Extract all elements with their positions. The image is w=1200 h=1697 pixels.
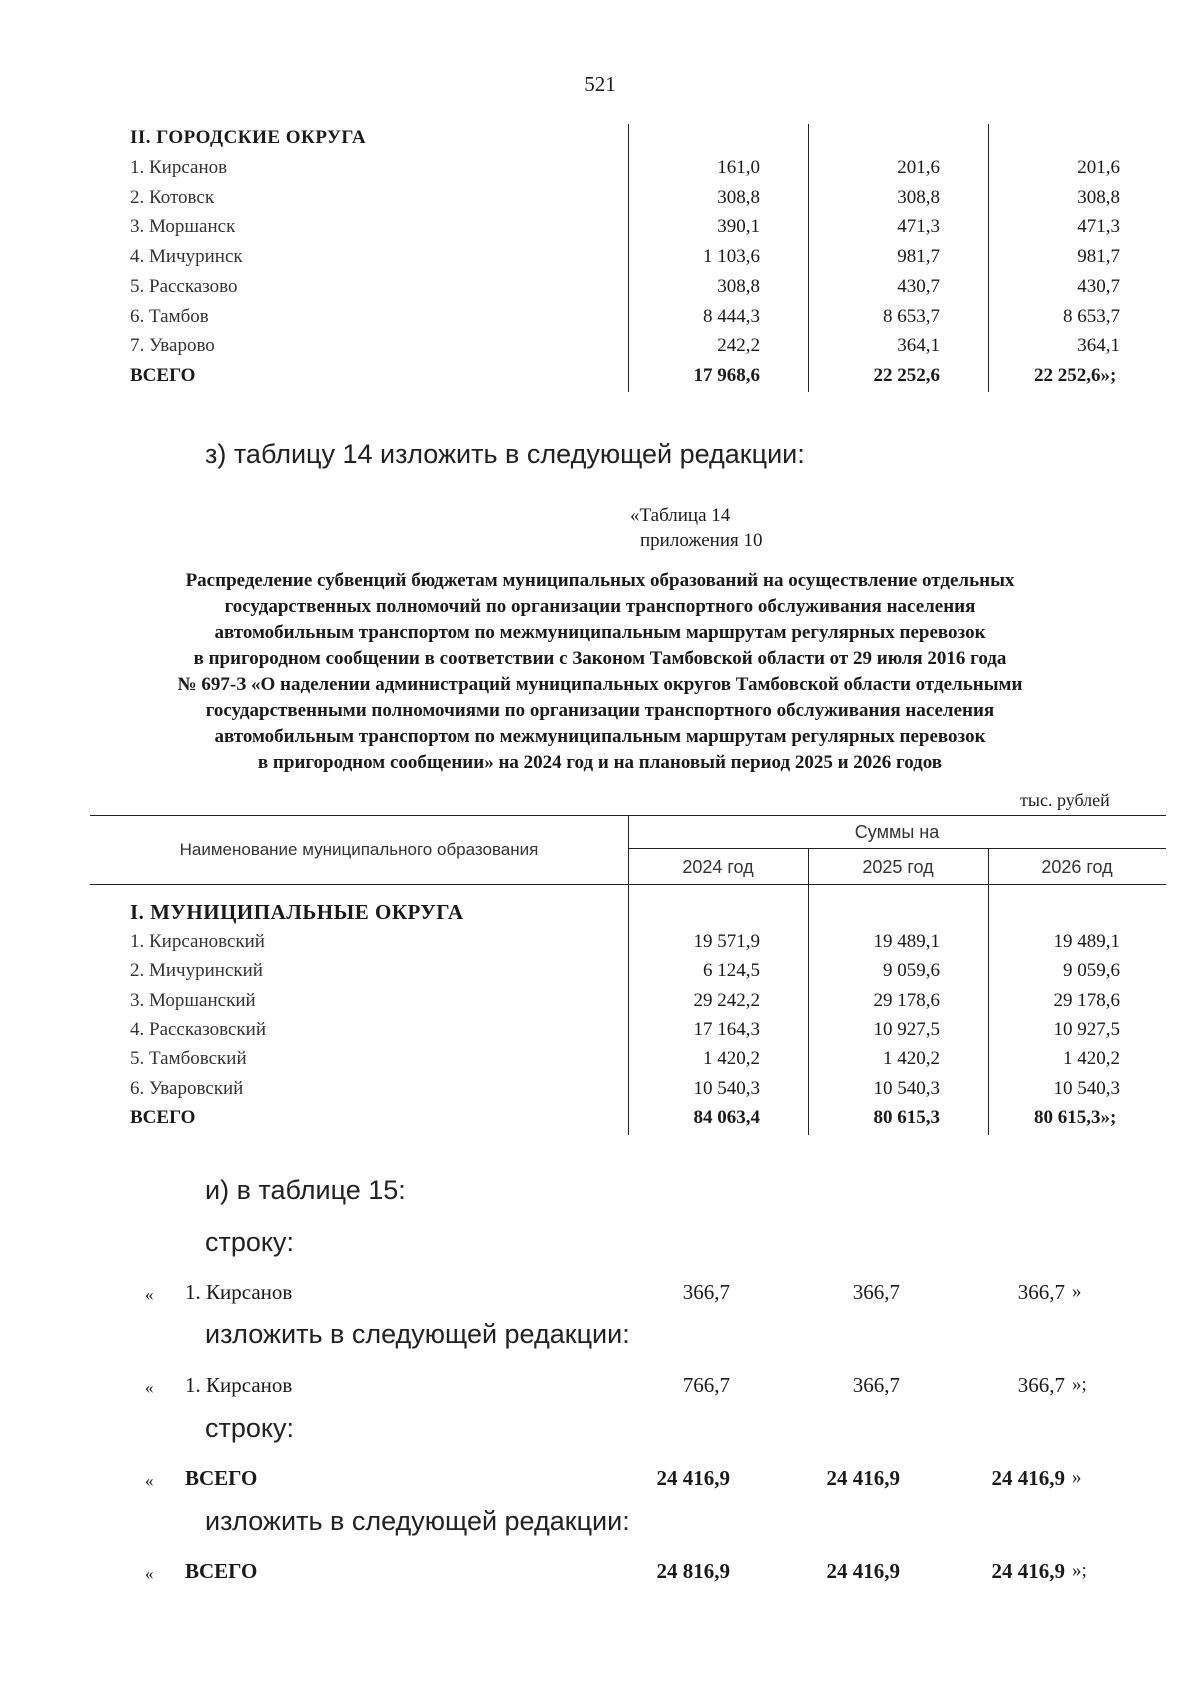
row-name: 6. Тамбов bbox=[130, 305, 209, 327]
value-2026: 201,6 bbox=[1077, 157, 1120, 178]
total-label: ВСЕГО bbox=[130, 1107, 196, 1128]
value-2024: 308,8 bbox=[717, 275, 760, 297]
stroku-label: строку: bbox=[205, 1227, 295, 1257]
header-name: Наименование муниципального образования bbox=[179, 840, 539, 859]
header-year-2026: 2026 год bbox=[1041, 857, 1113, 877]
value-2025: 366,7 bbox=[852, 1280, 900, 1304]
value-2024: 366,7 bbox=[682, 1280, 730, 1304]
header-year-2025: 2025 год bbox=[862, 857, 934, 877]
value-2025: 24 416,9 bbox=[826, 1559, 900, 1583]
value-2025: 430,7 bbox=[897, 275, 940, 297]
title-line: автомобильным транспортом по межмуниципальным маршрутам регулярных перевозок bbox=[214, 726, 986, 747]
title-line: в пригородном сообщении в соответствии с Законом Тамбовской области от 29 июля 2016 года bbox=[193, 648, 1007, 669]
value-2026: 1 420,2 bbox=[1063, 1048, 1120, 1070]
value-2024: 19 571,9 bbox=[693, 931, 760, 952]
header-mid-border bbox=[628, 848, 1166, 849]
izlozhit-label: изложить в следующей редакции: bbox=[205, 1506, 630, 1536]
value-2024: 308,8 bbox=[717, 186, 760, 208]
izlozhit-label: изложить в следующей редакции: bbox=[205, 1319, 630, 1349]
value-2024: 390,1 bbox=[717, 216, 760, 238]
value-2024: 17 164,3 bbox=[693, 1018, 760, 1040]
value-2025: 201,6 bbox=[897, 157, 940, 178]
value-2026: 10 540,3 bbox=[1053, 1077, 1120, 1099]
row-name: 5. Рассказово bbox=[130, 275, 238, 297]
title-line: государственных полномочий по организации транспортного обслуживания населения bbox=[224, 596, 976, 617]
row-name: ВСЕГО bbox=[185, 1559, 258, 1583]
value-2026: 308,8 bbox=[1077, 186, 1120, 208]
row-name: 1. Кирсанов bbox=[185, 1373, 293, 1397]
caption-line1: «Таблица 14 bbox=[630, 505, 731, 526]
value-2026: 24 416,9 bbox=[991, 1466, 1065, 1490]
value-2026: 29 178,6 bbox=[1053, 989, 1120, 1011]
total-2024: 17 968,6 bbox=[693, 365, 760, 386]
paragraph-z: з) таблицу 14 изложить в следующей редакции: bbox=[205, 439, 805, 469]
value-2025: 19 489,1 bbox=[873, 931, 940, 952]
row-name: 1. Кирсановский bbox=[130, 931, 265, 952]
total-label: ВСЕГО bbox=[130, 365, 196, 386]
row-name: 2. Котовск bbox=[130, 186, 215, 208]
value-2025: 10 927,5 bbox=[873, 1018, 940, 1040]
row-name: 6. Уваровский bbox=[130, 1077, 244, 1099]
value-2024: 161,0 bbox=[717, 157, 760, 178]
row-name: ВСЕГО bbox=[185, 1466, 258, 1490]
title-line: Распределение субвенций бюджетам муниципальных образований на осуществление отдельных bbox=[185, 570, 1015, 591]
total-2026: 80 615,3»; bbox=[1034, 1107, 1117, 1128]
value-2024: 242,2 bbox=[717, 335, 760, 357]
value-2024: 8 444,3 bbox=[703, 305, 760, 327]
value-2026: 366,7 bbox=[1017, 1373, 1065, 1397]
stroku-label: строку: bbox=[205, 1413, 295, 1443]
value-2024: 1 103,6 bbox=[703, 246, 760, 268]
value-2026: 24 416,9 bbox=[991, 1559, 1065, 1583]
section-title: II. ГОРОДСКИЕ ОКРУГА bbox=[130, 127, 367, 148]
title-line: в пригородном сообщении» на 2024 год и на плановый период 2025 и 2026 годов bbox=[257, 752, 943, 773]
value-2025: 308,8 bbox=[897, 186, 940, 208]
quote-open: « bbox=[145, 1378, 154, 1397]
value-2025: 471,3 bbox=[897, 216, 940, 238]
page-number: 521 bbox=[584, 72, 616, 96]
value-2026: 981,7 bbox=[1077, 246, 1120, 268]
quote-open: « bbox=[145, 1471, 154, 1490]
value-2025: 10 540,3 bbox=[873, 1077, 940, 1099]
title-line: автомобильным транспортом по межмуниципальным маршрутам регулярных перевозок bbox=[214, 622, 986, 643]
row-name: 4. Рассказовский bbox=[130, 1018, 266, 1040]
value-2025: 1 420,2 bbox=[883, 1048, 940, 1070]
value-2026: 366,7 bbox=[1017, 1280, 1065, 1304]
title-line: № 697-З «О наделении администраций муниципальных округов Тамбовской области отдельными bbox=[177, 674, 1023, 695]
caption-line2: приложения 10 bbox=[640, 530, 763, 551]
quote-open: « bbox=[145, 1564, 154, 1583]
row-name: 3. Моршанский bbox=[130, 989, 256, 1011]
value-2026: 9 059,6 bbox=[1063, 960, 1120, 982]
header-year-2024: 2024 год bbox=[682, 857, 754, 877]
row-name: 1. Кирсанов bbox=[130, 157, 228, 178]
value-2024: 24 816,9 bbox=[656, 1559, 730, 1583]
section-title: I. МУНИЦИПАЛЬНЫЕ ОКРУГА bbox=[130, 900, 464, 924]
value-2025: 981,7 bbox=[897, 246, 940, 268]
quote-close: » bbox=[1072, 1281, 1082, 1302]
value-2026: 430,7 bbox=[1077, 275, 1120, 297]
row-name: 7. Уварово bbox=[130, 335, 215, 357]
value-2024: 1 420,2 bbox=[703, 1048, 760, 1070]
quote-close: »; bbox=[1072, 1374, 1087, 1395]
value-2024: 29 242,2 bbox=[693, 989, 760, 1011]
value-2024: 24 416,9 bbox=[656, 1466, 730, 1490]
value-2025: 364,1 bbox=[897, 335, 940, 357]
value-2026: 471,3 bbox=[1077, 216, 1120, 238]
title-line: государственными полномочиями по организации транспортного обслуживания населения bbox=[205, 700, 995, 721]
value-2024: 10 540,3 bbox=[693, 1077, 760, 1099]
value-2026: 19 489,1 bbox=[1053, 931, 1120, 952]
value-2024: 6 124,5 bbox=[703, 960, 760, 982]
total-2026: 22 252,6»; bbox=[1034, 365, 1117, 386]
quote-close: »; bbox=[1072, 1560, 1087, 1581]
row-name: 4. Мичуринск bbox=[130, 246, 243, 268]
row-name: 5. Тамбовский bbox=[130, 1048, 247, 1070]
paragraph-i: и) в таблице 15: bbox=[205, 1175, 406, 1205]
value-2026: 364,1 bbox=[1077, 335, 1120, 357]
value-2026: 10 927,5 bbox=[1053, 1018, 1120, 1040]
total-2025: 22 252,6 bbox=[873, 365, 940, 386]
value-2026: 8 653,7 bbox=[1063, 305, 1120, 327]
quote-close: » bbox=[1072, 1467, 1082, 1488]
total-2025: 80 615,3 bbox=[873, 1107, 940, 1128]
row-name: 2. Мичуринский bbox=[130, 960, 263, 982]
value-2025: 24 416,9 bbox=[826, 1466, 900, 1490]
row-name: 1. Кирсанов bbox=[185, 1280, 293, 1304]
value-2025: 9 059,6 bbox=[883, 960, 940, 982]
row-name: 3. Моршанск bbox=[130, 216, 236, 238]
value-2024: 766,7 bbox=[682, 1373, 730, 1397]
unit-label: тыс. рублей bbox=[1020, 790, 1110, 810]
value-2025: 366,7 bbox=[852, 1373, 900, 1397]
value-2025: 29 178,6 bbox=[873, 989, 940, 1011]
quote-open: « bbox=[145, 1285, 154, 1304]
header-sums: Суммы на bbox=[854, 822, 940, 842]
total-2024: 84 063,4 bbox=[693, 1107, 760, 1128]
value-2025: 8 653,7 bbox=[883, 305, 940, 327]
